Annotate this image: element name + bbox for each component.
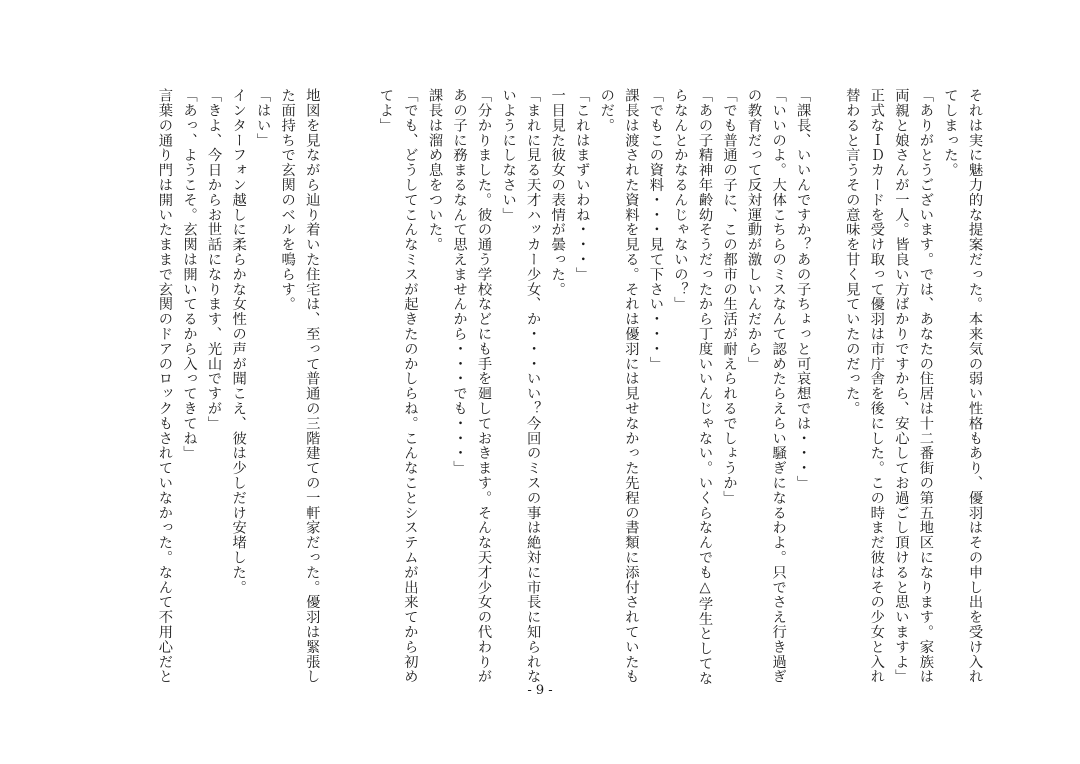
vertical-text-body bbox=[156, 88, 987, 686]
text-line: 「はい」 bbox=[255, 88, 272, 148]
text-line: 両親と娘さんが一人。皆良い方ばかりですから、安心してお過ごし頂けると思いますよ」 bbox=[893, 88, 910, 684]
text-line: 「課長、いいんですか？あの子ちょっと可哀想では・・・」 bbox=[795, 88, 812, 491]
text-line: 「ありがとうございます。では、あなたの住居は十二番街の第五地区になります。家族は bbox=[917, 88, 934, 684]
text-line: 「あの子精神年齢幼そうだったから丁度いいんじゃない。いくらなんでも△学生としてな bbox=[696, 88, 713, 686]
text-line: 言葉の通り門は開いたままで玄関のドアのロックもされていなかった。なんて不用心だと bbox=[156, 88, 173, 684]
text-line: 課長は溜め息をついた。 bbox=[426, 88, 443, 252]
text-line: てよ」 bbox=[377, 88, 394, 133]
text-line: 「いいのよ。大体こちらのミスなんて認めたらえらい騒ぎになるわよ。只でさえ行き過ぎ bbox=[770, 88, 787, 684]
text-line: 「分かりました。彼の通う学校などにも手を廻しておきます。そんな天才少女の代わりが bbox=[476, 88, 493, 684]
text-line: 課長は渡された資料を見る。それは優羽には見せなかった先程の書類に添付されていたも bbox=[623, 88, 640, 684]
blank-line bbox=[349, 88, 374, 678]
text-line: てしまった。 bbox=[942, 88, 959, 178]
page-number: - 9 - bbox=[527, 683, 553, 698]
text-line: 一目見た彼女の表情が曇った。 bbox=[549, 88, 566, 297]
text-line: あの子に務まるなんて思えませんから・・・でも・・・」 bbox=[451, 88, 468, 476]
text-line: 「きよ、今日からお世話になります、光山ですが」 bbox=[206, 88, 223, 431]
blank-line bbox=[324, 88, 349, 678]
text-line: インターフォン越しに柔らかな女性の声が聞こえ、彼は少しだけ安堵した。 bbox=[230, 88, 247, 595]
text-line: 「これはまずいわね・・・」 bbox=[574, 88, 591, 282]
text-line: 「でもこの資料・・・見て下さい・・・」 bbox=[647, 88, 664, 372]
text-line: 替わると言うその意味を甘く見ていたのだった。 bbox=[844, 88, 861, 416]
text-line: 正式なＩＤカードを受け取って優羽は市庁舎を後にした。この時まだ彼はその少女と入れ bbox=[868, 88, 885, 684]
text-line: 「でも普通の子に、この都市の生活が耐えられるでしょうか」 bbox=[721, 88, 738, 506]
text-line: 「まれに見る天才ハッカー少女、か・・・いい？今回のミスの事は絶対に市長に知られな bbox=[525, 88, 542, 684]
blank-line bbox=[815, 88, 840, 678]
text-line: それは実に魅力的な提案だった。本来気の弱い性格もあり、優羽はその申し出を受け入れ bbox=[967, 88, 983, 684]
text-line: 「あっ、ようこそ。玄関は開いてるから入ってきてね」 bbox=[181, 88, 198, 461]
text-line: のだ。 bbox=[598, 88, 615, 133]
text-line: 地図を見ながら辿り着いた住宅は、至って普通の三階建ての一軒家だった。優羽は緊張し bbox=[304, 88, 321, 684]
text-line: らなんとかなるんじゃないの？」 bbox=[672, 88, 689, 312]
text-line: いようにしなさい」 bbox=[500, 88, 517, 223]
text-line: た面持ちで玄関のベルを鳴らす。 bbox=[279, 88, 296, 312]
text-line: の教育だって反対運動が激しいんだから」 bbox=[746, 88, 763, 372]
text-line: 「でも、どうしてこんなミスが起きたのかしらね。こんなことシステムが出来てから初め bbox=[402, 88, 419, 684]
